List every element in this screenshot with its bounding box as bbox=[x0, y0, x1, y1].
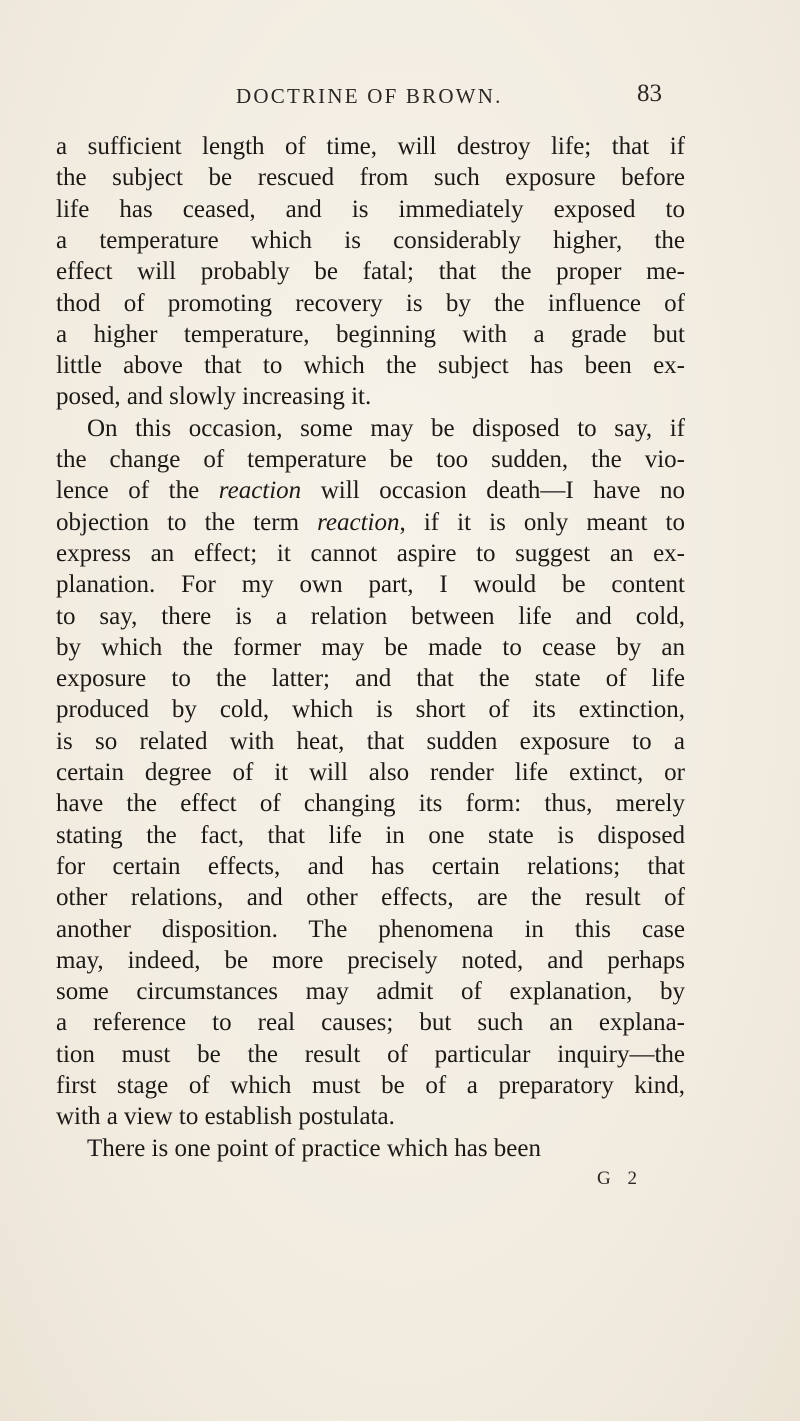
text-line: a temperature which is considerably higher, the bbox=[56, 226, 685, 254]
text-line: tion must be the result of particular inquiry—the bbox=[56, 1040, 685, 1068]
text-line: by which the former may be made to cease by an bbox=[56, 633, 685, 661]
text-line bbox=[56, 507, 685, 539]
text-run: will occasion death—I have no bbox=[301, 477, 686, 505]
text-line: life has ceased, and is immediately exposed to bbox=[56, 195, 685, 223]
text-line: with a view to establish postulata. bbox=[56, 1103, 395, 1131]
text-line: the subject be rescued from such exposure before bbox=[56, 164, 685, 192]
text-line: some circumstances may admit of explanation, by bbox=[56, 978, 685, 1006]
text-line: the change of temperature be too sudden, the vio- bbox=[56, 446, 685, 473]
text-line: first stage of which must be of a preparatory kind, bbox=[56, 1072, 685, 1099]
signature-mark: G 2 bbox=[597, 1167, 643, 1189]
text-line: posed, and slowly increasing it. bbox=[56, 383, 372, 411]
text-line: exposure to the latter; and that the state of life bbox=[56, 665, 685, 693]
text-run: , if it is only meant to bbox=[399, 508, 685, 536]
paragraph-start-line: There is one point of practice which has been bbox=[87, 1134, 541, 1162]
running-head: DOCTRINE OF BROWN. bbox=[236, 84, 503, 108]
text-line: planation. For my own part, I would be content bbox=[56, 571, 685, 599]
text-line: have the effect of changing its form: thus, merely bbox=[56, 790, 685, 818]
text-run: objection to the term bbox=[56, 508, 318, 536]
text-line: produced by cold, which is short of its extinction, bbox=[56, 696, 685, 724]
text-line: certain degree of it will also render life extinct, or bbox=[56, 759, 685, 786]
text-line: little above that to which the subject has been ex- bbox=[56, 352, 685, 380]
italic-term: reaction bbox=[317, 508, 400, 536]
text-line: a reference to real causes; but such an explana- bbox=[56, 1009, 685, 1037]
italic-term: reaction bbox=[218, 477, 302, 505]
text-line: effect will probably be fatal; that the proper me- bbox=[56, 258, 685, 286]
text-line: a higher temperature, beginning with a grade but bbox=[56, 320, 685, 348]
text-line: stating the fact, that life in one state is disposed bbox=[56, 821, 685, 849]
text-line: to say, there is a relation between life and cold, bbox=[56, 602, 685, 630]
page-number: 83 bbox=[637, 80, 662, 107]
paragraph-start-line: On this occasion, some may be disposed to say, if bbox=[87, 414, 685, 442]
text-line: express an effect; it cannot aspire to suggest an ex- bbox=[56, 539, 685, 567]
text-line: a sufficient length of time, will destroy life; that if bbox=[56, 133, 685, 160]
text-run: lence of the bbox=[56, 477, 219, 505]
text-line: other relations, and other effects, are the result of bbox=[56, 884, 685, 912]
text-line: another disposition. The phenomena in this case bbox=[56, 915, 685, 943]
text-line: thod of promoting recovery is by the influence of bbox=[56, 289, 685, 317]
text-line: is so related with heat, that sudden exposure to a bbox=[56, 727, 685, 755]
text-line: may, indeed, be more precisely noted, and perhaps bbox=[56, 946, 685, 974]
text-line: for certain effects, and has certain relations; that bbox=[56, 852, 685, 880]
text-line bbox=[56, 475, 685, 507]
